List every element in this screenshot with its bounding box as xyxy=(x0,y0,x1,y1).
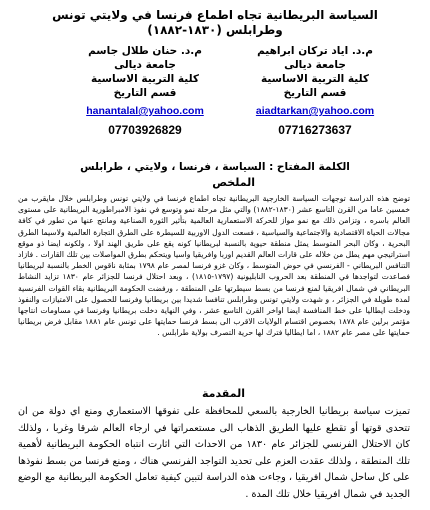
author-college: كلية التربية الاساسية xyxy=(261,73,369,85)
author-block-1 xyxy=(250,44,380,137)
abstract-heading: الملخص xyxy=(212,176,255,189)
author-department: قسم التاريخ xyxy=(113,87,177,99)
author-university: جامعة ديالى xyxy=(114,59,176,71)
author-email-link[interactable]: hanantalal@yahoo.com xyxy=(86,105,204,117)
author-college: كلية التربية الاساسية xyxy=(91,73,199,85)
introduction-heading: المقدمة xyxy=(201,387,245,400)
author-name: م.د. اياد تركان ابراهيم xyxy=(257,45,373,57)
keywords-line: الكلمة المفتاح : السياسة ، فرنسا ، ولايتي ، طرابلس xyxy=(80,161,350,173)
introduction-text: تميزت سياسة بريطانيا الخارجية بالسعي للمحافظة على تفوقها الاستعماري ومنع اي دولة من ان تتحدى قوتها أو تقطع عليها الطريق الذهاب الى مستعمراتها في ارجاء العالم شرقا وغربا ، ولذلك كان الاحتلال الفرنسي للجزائر عام ١٨٣٠ من الاحداث التي اثارت انتباه الحكومة البريطانية لأهمية تلك المنطقة ، ولذلك عقدت العزم على تحديد التواجد الفرنسي هناك ، ومنع فرنسا من بسط نفوذها على كل ساحل شمال افريقيا ، وجاءت هذه الدراسة لتبين كيفية تعامل الحكومة البريطانية مع الوضع الجديد في شمال افريقيا خلال تلك المدة . xyxy=(18,406,411,500)
author-email-link[interactable]: aiadtarkan@yahoo.com xyxy=(255,105,375,117)
abstract-text: توضح هذه الدراسة توجهات السياسة الخارجية البريطانية تجاه اطماع فرنسا في ولايتي تونس وطرابلس خلال مايقرب من خمسين عاما من القرن التاسع عشر (١٨٣٠-١٨٨٢) والتي مثل مرحلة نمو وتوسع في نفوذ الامبراطورية البريطانية على مستوى العالم باسره ، وتزامن ذلك مع نمو مواز للحركة الاستعمارية العالمية بتأثير الثورة الصناعية ومانتج عنها من تطور في كافة مجالات الحياة الاقتصادية والاجتماعية والسياسية ، فسعت الدول الاوربية للسيطرة على الطرق التجارة العالمية ولاسيما الطرق البحرية ، وكان البحر المتوسط يمثل منطقة حيوية بالنسبة لبريطانيا كونه يقع على طريق الهند اولا ، ولكونه ايضا ذو موقع استراتيجي مهم يطل من خلاله على قارات العالم القديم اوربا وافريقيا واسيا ويتحكم بطرق المواصلات بين تلك القارات . فازاد التنافس البريطاني - الفرنسي في حوض المتوسط ، وكان غزو فرنسا لمصر عام ١٧٩٨ بمثابة ناقوس الخطر بالنسبة لبريطانيا فصاعدت لتواجدها في المنطقة بعد الحروب النابليونية (١٧٩٧-١٨١٥) ، وبعد احتلال فرنسا للجزائر عام ١٨٣٠ تزايد النشاط البريطاني في شمال افريقيا لمنع فرنسا من بسط سيطرتها على المنطقة ، ورفضت الحكومة البريطانية بقاء القوات الفرنسية لمدة طويلة في الجزائر ، و شهدت ولايتي تونس وطرابلس تنافسا شديدا بين بريطانيا وفرنسا للحصول على الامتيازات والنفوذ ودخلت ايطاليا على خط المنافسة ايضا اواخر القرن التاسع عشر ، وفي النهاية دخلت بريطانيا وفرنسا في مساومات انتاجها مؤتمر برلين عام ١٨٧٨ بخصوص اقتسام الولايات الاقرب الى بسط فرنسا حمايتها على تونس عام ١٨٨١ مقابل فرض بريطانيا حمايتها على مصر عام ١٨٨٢ ، اما ايطاليا فترك لها حرية التصرف بولاية طرابلس . xyxy=(18,194,410,338)
author-phone: 07703926829 xyxy=(108,123,182,137)
author-university: جامعة ديالى xyxy=(284,59,346,71)
author-phone: 07716273637 xyxy=(278,123,352,137)
author-block-2 xyxy=(85,44,205,137)
author-name: م.د. حنان طلال جاسم xyxy=(88,45,202,57)
paper-title: السياسة البريطانية تجاه اطماع فرنسا في ولايتي تونس وطرابلس (١٨٣٠-١٨٨٢) xyxy=(52,8,378,37)
author-department: قسم التاريخ xyxy=(283,87,347,99)
